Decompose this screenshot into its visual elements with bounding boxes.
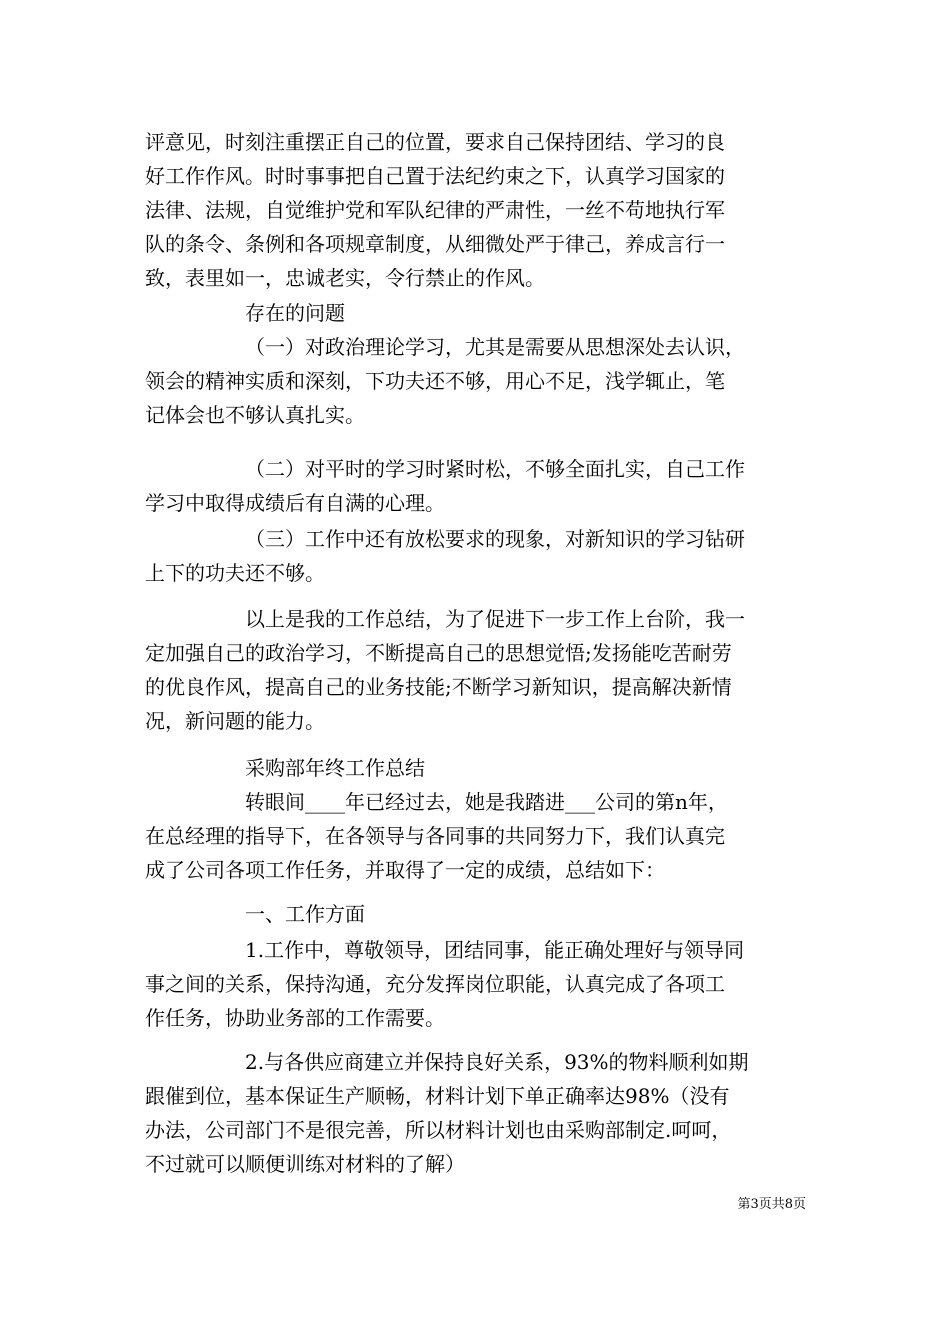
body-line: 成了公司各项工作任务，并取得了一定的成绩，总结如下： bbox=[145, 858, 665, 882]
body-line: （一）对政治理论学习，尤其是需要从思想深处去认识， bbox=[245, 335, 745, 359]
body-line: 定加强自己的政治学习，不断提高自己的思想觉悟;发扬能吃苦耐劳 bbox=[145, 641, 732, 665]
body-line: 2.与各供应商建立并保持良好关系，93%的物料顺利如期 bbox=[245, 1050, 749, 1074]
body-line: 队的条令、条例和各项规章制度，从细微处严于律己，养成言行一 bbox=[145, 232, 725, 256]
body-line: 1.工作中，尊敬领导，团结同事，能正确处理好与领导同 bbox=[245, 938, 745, 962]
section-heading: 存在的问题 bbox=[245, 301, 345, 325]
section-heading: 采购部年终工作总结 bbox=[245, 756, 425, 780]
body-line: 好工作作风。时时事事把自己置于法纪约束之下，认真学习国家的 bbox=[145, 164, 725, 188]
body-line: （三）工作中还有放松要求的现象，对新知识的学习钻研 bbox=[245, 527, 745, 551]
body-line: 办法，公司部门不是很完善，所以材料计划也由采购部制定.呵呵， bbox=[145, 1118, 732, 1142]
body-line: 转眼间____年已经过去，她是我踏进___公司的第n年， bbox=[245, 790, 728, 814]
body-line: 学习中取得成绩后有自满的心理。 bbox=[145, 491, 445, 515]
body-line: 事之间的关系，保持沟通，充分发挥岗位职能，认真完成了各项工 bbox=[145, 972, 725, 996]
body-line: 上下的功夫还不够。 bbox=[145, 561, 325, 585]
body-line: 以上是我的工作总结，为了促进下一步工作上台阶，我一 bbox=[245, 607, 745, 631]
body-line: （二）对平时的学习时紧时松，不够全面扎实，自己工作 bbox=[245, 457, 745, 481]
body-line: 评意见，时刻注重摆正自己的位置，要求自己保持团结、学习的良 bbox=[145, 130, 725, 154]
body-line: 记体会也不够认真扎实。 bbox=[145, 403, 365, 427]
section-heading: 一、工作方面 bbox=[245, 902, 365, 926]
body-line: 在总经理的指导下，在各领导与各同事的共同努力下，我们认真完 bbox=[145, 824, 725, 848]
body-line: 致，表里如一，忠诚老实，令行禁止的作风。 bbox=[145, 266, 545, 290]
body-line: 跟催到位，基本保证生产顺畅，材料计划下单正确率达98%（没有 bbox=[145, 1084, 730, 1108]
body-line: 的优良作风，提高自己的业务技能;不断学习新知识，提高解决新情 bbox=[145, 675, 732, 699]
body-line: 不过就可以顺便训练对材料的了解） bbox=[145, 1152, 465, 1176]
body-line: 领会的精神实质和深刻，下功夫还不够，用心不足，浅学辄止，笔 bbox=[145, 369, 725, 393]
page-number: 第3页共8页 bbox=[737, 1197, 806, 1212]
body-line: 作任务，协助业务部的工作需要。 bbox=[145, 1006, 445, 1030]
body-line: 况，新问题的能力。 bbox=[145, 709, 325, 733]
body-line: 法律、法规，自觉维护党和军队纪律的严肃性，一丝不苟地执行军 bbox=[145, 198, 725, 222]
